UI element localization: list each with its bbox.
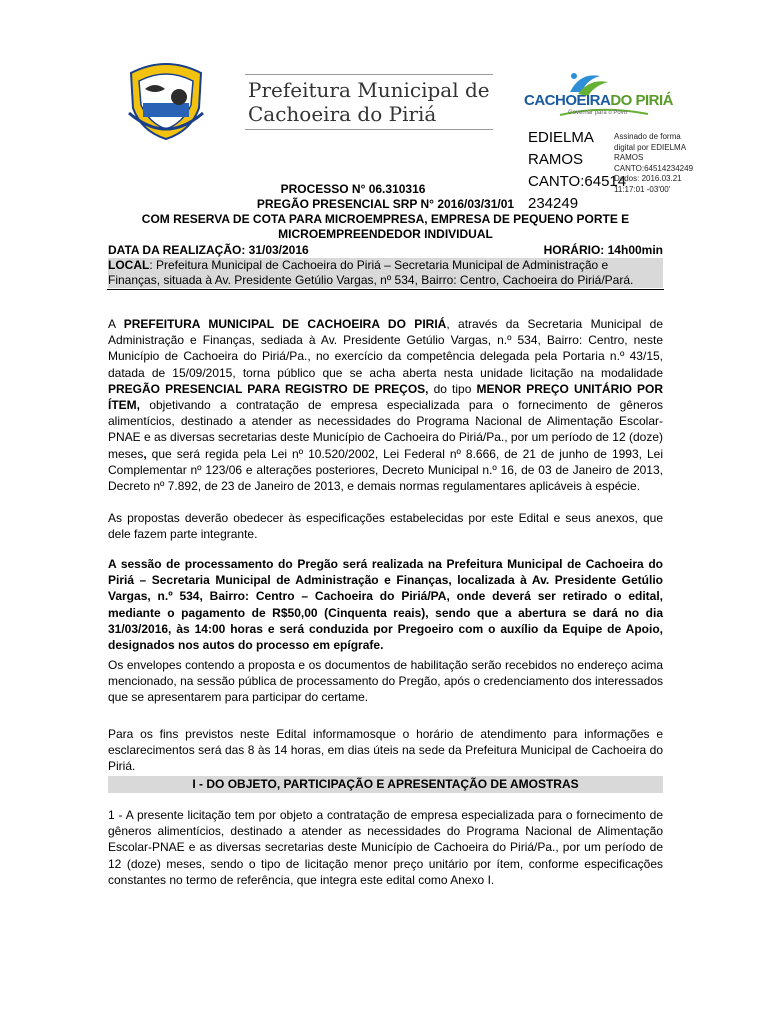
intro-a: A [108, 317, 124, 331]
signature-detail-line5: Dados: 2016.03.21 [614, 174, 682, 183]
signature-detail-line3: RAMOS [614, 153, 644, 162]
intro-i: que será regida pela Lei nº 10.520/2002, Lei Federal nº 8.666, de 21 de junho de 1993, Lei Complementar nº 123/06 e alterações posteriores, Decreto Municipal n.º 16, de 03 de Janeiro de 2013, Decreto nº 7.892, de 23 de Janeiro de 2013, e demais normas regulamentares aplicáveis à espécie. [108, 446, 663, 494]
intro-c: , através da Secretaria Municipal de Administração e Finanças, sediada à Av. Presidente Getúlio Vargas, n.º 534, Bairro: Centro, neste Município de Cachoeira do Piriá/Pa., no exercício da competência delegada pela Portaria n.º 43/15, datada de 15/09/2015, torna público que se acha aberta nesta unidade licitação na modalidade [108, 317, 663, 380]
pregao-number: PREGÃO PRESENCIAL SRP N° 2016/03/31/01 [256, 197, 515, 211]
header-title-line2: Cachoeira do Piriá [248, 102, 437, 126]
signature-detail-line1: Assinado de forma [614, 132, 681, 141]
brand-wordmark-part1: CACHOEIRA [524, 92, 611, 109]
reserva-line1: COM RESERVA DE COTA PARA MICROEMPRESA, EMPRESA DE PEQUENO PORTE E [141, 212, 630, 226]
processo-number: PROCESSO N° 06.310316 [280, 182, 426, 196]
intro-comma: , [143, 446, 147, 461]
municipal-crest-logo [121, 53, 211, 143]
paragraph-sessao: A sessão de processamento do Pregão será realizada na Prefeitura Municipal de Cachoeira do Piriá – Secretaria Municipal de Administração e Finanças, localizada à Av. Presidente Getúlio Vargas, n.º 534, Bairro: Centro – Cachoeira do Piriá/PA, onde deverá ser retirado o edital, mediante o pagamento de R$50,00 (Cinquenta reais), sendo que a abertura se dará no dia 31/03/2016, às 14:00 horas e será conduzida por Pregoeiro com o auxílio da Equipe de Apoio, designados nos autos do processo em epígrafe. [108, 557, 663, 653]
paragraph-objeto: 1 - A presente licitação tem por objeto a contratação de empresa especializada para o fornecimento de gêneros alimentícios, destinado a atender as necessidades do Programa Nacional de Alimentação Escolar-PNAE e as diversas secretarias deste Município de Cachoeira do Piriá/Pa., por um período de 12 (doze) meses, sendo o tipo de licitação menor preço unitário por ítem, conforme especificações constantes no termo de referência, que integra este edital como Anexo I. [108, 808, 663, 887]
signature-detail-line6: 11:17:01 -03'00' [614, 184, 671, 194]
intro-tipo: MENOR PREÇO UNITÁRIO POR ÍTEM, [108, 381, 664, 413]
reserva-line2: MICROEMPREENDEDOR INDIVIDUAL [278, 227, 493, 241]
date-time-row [108, 243, 663, 258]
realization-date: DATA DA REALIZAÇÃO: 31/03/2016 [108, 243, 309, 257]
intro-modalidade: PREGÃO PRESENCIAL PARA REGISTRO DE PREÇOS, [108, 381, 429, 396]
header-title [248, 78, 508, 126]
header-rule-bottom [245, 129, 493, 130]
brand-tagline: Governar para o Povo [568, 110, 628, 116]
header-rule-top [245, 74, 493, 75]
intro-g: objetivando a contratação de empresa especializada para o fornecimento de gêneros alimentícios, destinado a atender as necessidades do Programa Nacional de Alimentação Escolar-PNAE e as diversas secretarias deste Município de Cachoeira do Piriá/Pa., por um período de 12 (doze) meses [108, 398, 663, 461]
section-title-objeto: I - DO OBJETO, PARTICIPAÇÃO E APRESENTAÇÃO DE AMOSTRAS [108, 776, 663, 793]
realization-time: HORÁRIO: 14h00min [543, 243, 663, 257]
brand-wordmark [524, 92, 673, 109]
intro-e: do tipo [428, 381, 477, 396]
intro-prefeitura: PREFEITURA MUNICIPAL DE CACHOEIRA DO PIRIÁ [123, 317, 447, 331]
location-line2: Finanças, situada à Av. Presidente Getúlio Vargas, nº 534, Bairro: Centro, Cachoeira do Piriá/Pará. [108, 273, 663, 288]
location-line1 [108, 258, 663, 273]
signature-name-line3: CANTO:64514 [528, 173, 627, 190]
paragraph-propostas: As propostas deverão obedecer às especificações estabelecidas por este Edital e seus anexos, que dele fazem parte integrante. [108, 511, 663, 542]
paragraph-atendimento: Para os fins previstos neste Edital informamosque o horário de atendimento para informações e esclarecimentos será das 8 às 14 horas, em dias úteis na sede da Prefeitura Municipal de Cachoeira do Piriá. [108, 727, 663, 774]
signature-name-line1: EDIELMA [528, 129, 594, 146]
signature-detail-line4: CANTO:64514234249 [614, 163, 694, 173]
signature-detail-line2: digital por EDIELMA [614, 142, 687, 152]
brand-wordmark-part2: DO PIRIÁ [610, 92, 674, 109]
signature-name-line2: RAMOS [528, 151, 584, 168]
paragraph-envelopes: Os envelopes contendo a proposta e os documentos de habilitação serão recebidos no endereço acima mencionado, na sessão pública de processamento do Pregão, após o credenciamento dos interessados que se apresentarem para participar do certame. [108, 658, 663, 705]
paragraph-intro [108, 316, 663, 494]
location-label: LOCAL [108, 258, 150, 272]
location-text1: : Prefeitura Municipal de Cachoeira do Piriá – Secretaria Municipal de Administração e [149, 258, 609, 272]
header-title-line1: Prefeitura Municipal de [248, 78, 490, 102]
signature-name-line4: 234249 [528, 195, 579, 212]
